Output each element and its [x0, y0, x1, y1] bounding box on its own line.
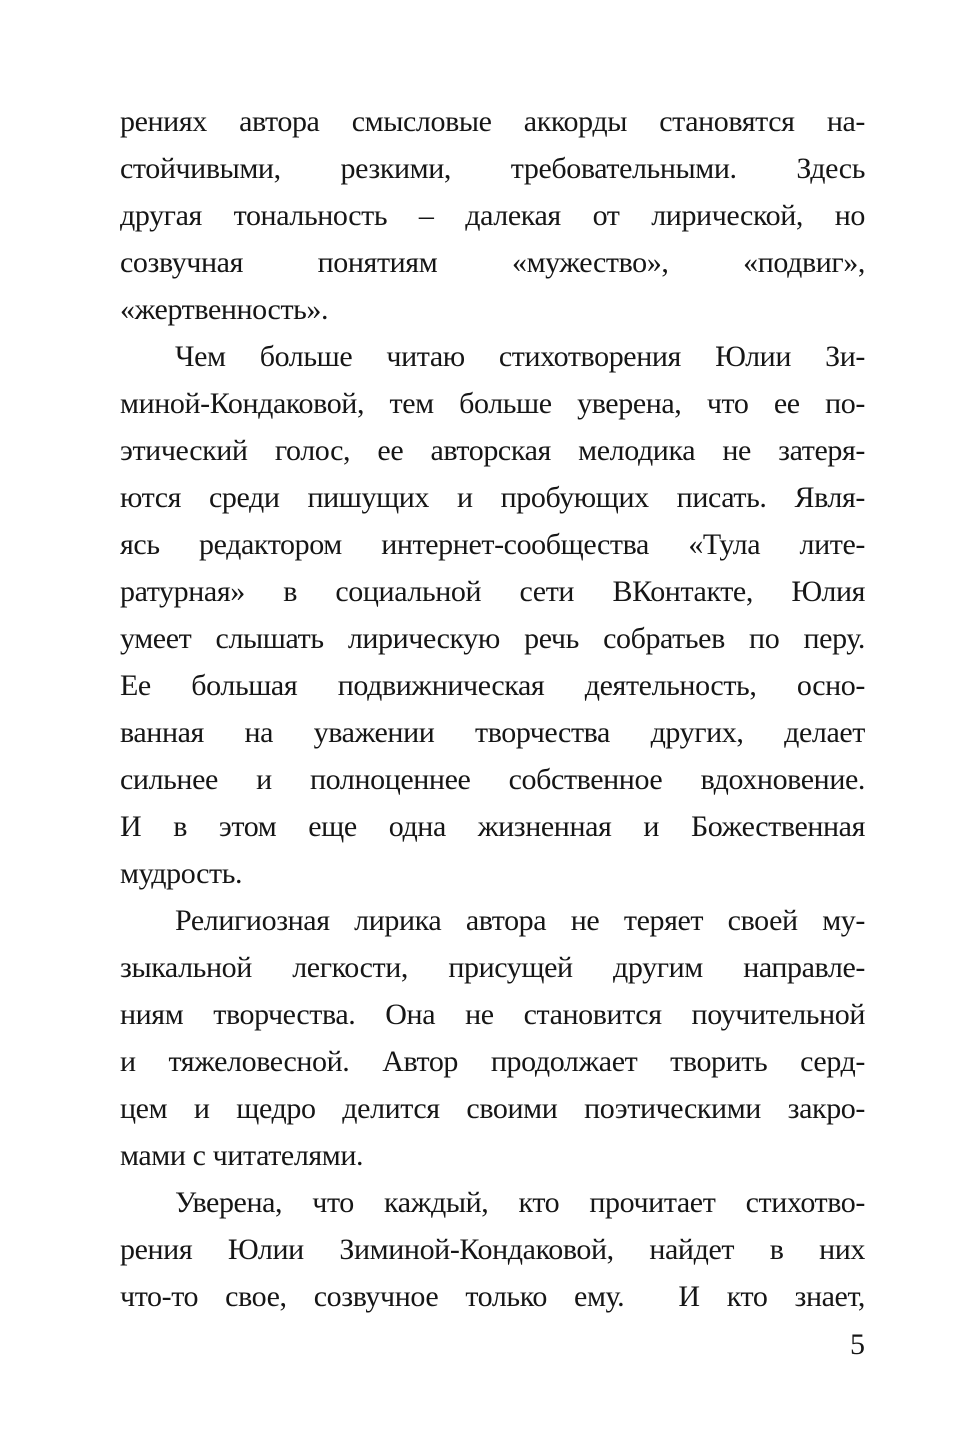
text-line: миной-Кондаковой, тем больше уверена, что ее по-: [120, 387, 865, 420]
text-line: «жертвенность».: [120, 293, 329, 326]
text-line: Религиозная лирика автора не теряет своей му-: [175, 904, 865, 937]
text-line: этический голос, ее авторская мелодика не затеря-: [120, 434, 865, 467]
text-block: [120, 98, 865, 1320]
paragraph: [120, 333, 865, 897]
text-line: Чем больше читаю стихотворения Юлии Зи-: [175, 340, 865, 373]
text-line: зыкальной легкости, присущей другим направле-: [120, 951, 865, 984]
text-line: рениях автора смысловые аккорды становятся на-: [120, 105, 865, 138]
text-line: мудрость.: [120, 857, 243, 890]
text-line: сильнее и полноценнее собственное вдохновение.: [120, 763, 865, 796]
paragraph: [120, 98, 865, 333]
text-line: цем и щедро делится своими поэтическими закро-: [120, 1092, 865, 1125]
text-line: И в этом еще одна жизненная и Божественная: [120, 810, 865, 843]
text-line: стойчивыми, резкими, требовательными. Здесь: [120, 152, 865, 185]
text-line: ются среди пишущих и пробующих писать. Явля-: [120, 481, 865, 514]
text-line: рения Юлии Зиминой-Кондаковой, найдет в них: [120, 1233, 865, 1266]
paragraph: [120, 1179, 865, 1320]
text-line: и тяжеловесной. Автор продолжает творить серд-: [120, 1045, 865, 1078]
text-line: умеет слышать лирическую речь собратьев по перу.: [120, 622, 865, 655]
text-line: мами с читателями.: [120, 1139, 364, 1172]
text-line: другая тональность – далекая от лирической, но: [120, 199, 865, 232]
text-line: ясь редактором интернет-сообщества «Тула лите-: [120, 528, 865, 561]
text-line: Уверена, что каждый, кто прочитает стихотво-: [175, 1186, 865, 1219]
text-line: Ее большая подвижническая деятельность, осно-: [120, 669, 865, 702]
text-line: ванная на уважении творчества других, делает: [120, 716, 865, 749]
text-line: ниям творчества. Она не становится поучительной: [120, 998, 865, 1031]
text-line: созвучная понятиям «мужество», «подвиг»,: [120, 246, 865, 279]
paragraph: [120, 897, 865, 1179]
text-line: ратурная» в социальной сети ВКонтакте, Юлия: [120, 575, 865, 608]
text-line: что-то свое, созвучное только ему. И кто знает,: [120, 1280, 865, 1313]
page-number: 5: [850, 1328, 865, 1361]
